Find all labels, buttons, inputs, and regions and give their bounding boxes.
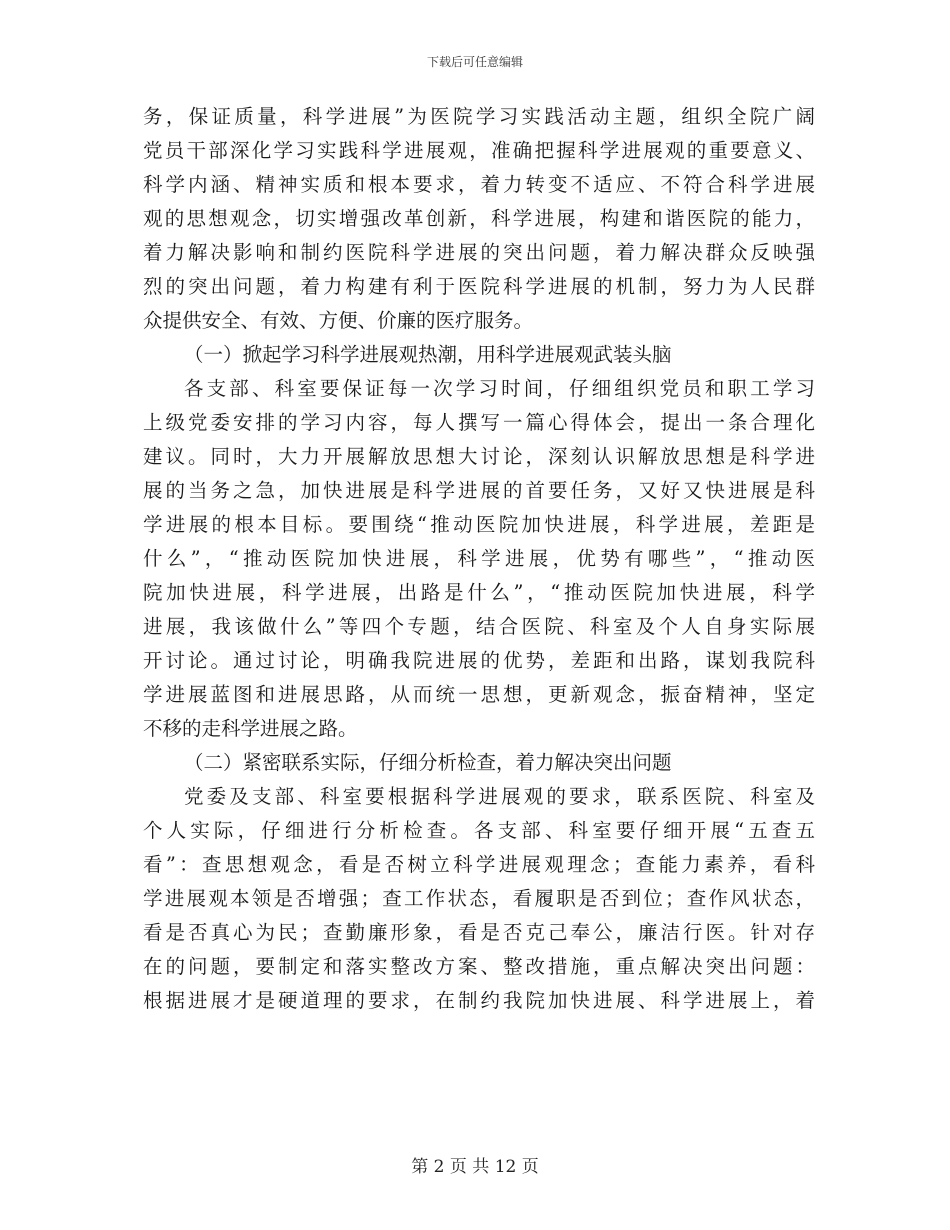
text-line: 观的思想观念，切实增强改革创新，科学进展，构建和谐医院的能力， (143, 207, 815, 230)
text-line: 个人实际，仔细进行分析检查。各支部、科室要仔细开展“五查五 (143, 819, 815, 842)
text-line: 务，保证质量，科学进展”为医院学习实践活动主题，组织全院广阔 (143, 105, 815, 128)
text-line: 根据进展才是硬道理的要求，在制约我院加快进展、科学进展上，着 (143, 989, 815, 1012)
text-line: 展的当务之急，加快进展是科学进展的首要任务，又好又快进展是科 (143, 479, 815, 502)
document-body (143, 100, 815, 1018)
text-line: 建议。同时，大力开展解放思想大讨论，深刻认识解放思想是科学进 (143, 445, 815, 468)
text-line: 党委及支部、科室要根据科学进展观的要求，联系医院、科室及 (184, 785, 815, 808)
text-line: 学进展的根本目标。要围绕“推动医院加快进展，科学进展，差距是 (143, 513, 815, 536)
text-line: 在的问题，要制定和落实整改方案、整改措施，重点解决突出问题： (143, 955, 815, 978)
text-line: 众提供安全、有效、方便、价廉的医疗服务。 (143, 309, 534, 332)
text-line: 开讨论。通过讨论，明确我院进展的优势，差距和出路，谋划我院科 (143, 649, 815, 672)
text-line: 学进展观本领是否增强；查工作状态，看履职是否到位；查作风状态， (143, 887, 815, 910)
text-line: 什么”，“推动医院加快进展，科学进展，优势有哪些”，“推动医 (143, 547, 815, 570)
text-line: 上级党委安排的学习内容，每人撰写一篇心得体会，提出一条合理化 (143, 411, 815, 434)
section-heading-2: （二）紧密联系实际，仔细分析检查，着力解决突出问题 (184, 751, 672, 774)
text-line: 着力解决影响和制约医院科学进展的突出问题，着力解决群众反映强 (143, 241, 815, 264)
text-line: 不移的走科学进展之路。 (143, 717, 358, 740)
page-number: 第 2 页 共 12 页 (411, 1157, 539, 1177)
text-line: 看是否真心为民；查勤廉形象，看是否克己奉公，廉洁行医。针对存 (143, 921, 815, 944)
text-line: 院加快进展，科学进展，出路是什么”，“推动医院加快进展，科学 (143, 581, 815, 604)
text-line: 各支部、科室要保证每一次学习时间，仔细组织党员和职工学习 (184, 377, 815, 400)
text-line: 党员干部深化学习实践科学进展观，准确把握科学进展观的重要意义、 (143, 139, 815, 162)
text-line: 进展，我该做什么”等四个专题，结合医院、科室及个人自身实际展 (143, 615, 815, 638)
text-line: 看”：查思想观念，看是否树立科学进展观理念；查能力素养，看科 (143, 853, 815, 876)
section-heading-1: （一）掀起学习科学进展观热潮，用科学进展观武装头脑 (184, 343, 672, 366)
text-line: 学进展蓝图和进展思路，从而统一思想，更新观念，振奋精神，坚定 (143, 683, 815, 706)
page-header-note: 下载后可任意编辑 (426, 55, 523, 69)
text-line: 科学内涵、精神实质和根本要求，着力转变不适应、不符合科学进展 (143, 173, 815, 196)
text-line: 烈的突出问题，着力构建有利于医院科学进展的机制，努力为人民群 (143, 275, 815, 298)
